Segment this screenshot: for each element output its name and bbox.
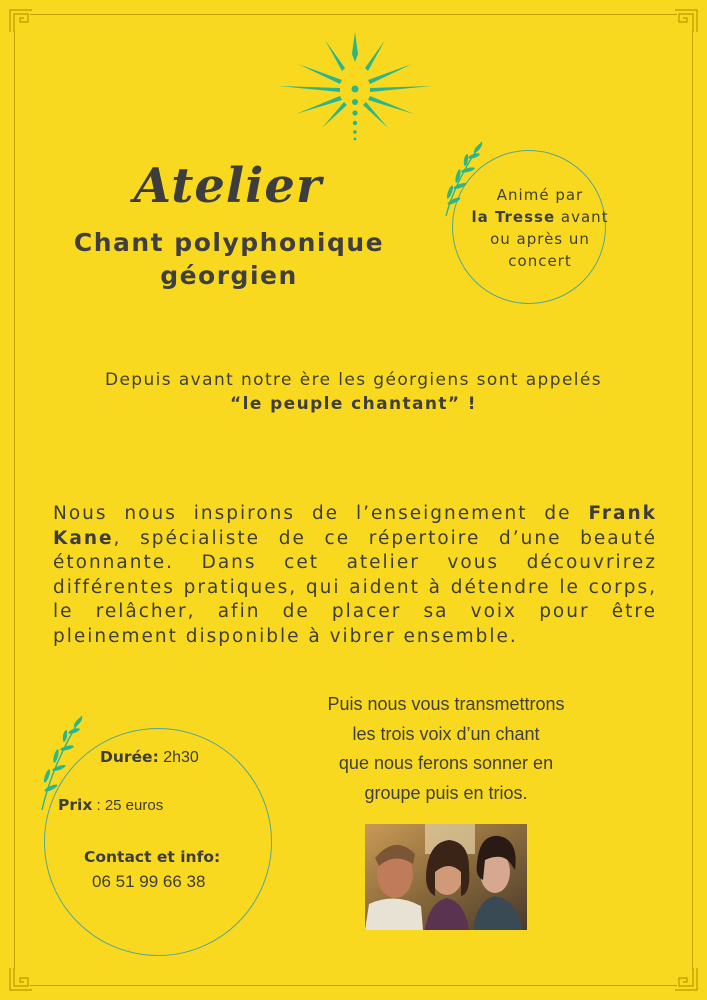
page-title: Atelier (133, 158, 323, 214)
badge-group-name: la Tresse (471, 208, 556, 226)
duration (100, 748, 199, 767)
transmission-line: Puis nous vous transmettrons (327, 694, 565, 714)
singers-photo-image (365, 824, 527, 930)
transmission-line: groupe puis en trios. (364, 782, 528, 803)
greek-key-corner-icon (8, 966, 34, 992)
duration-label: Durée: (100, 748, 159, 766)
badge-line (452, 206, 628, 228)
subtitle-line: Chant polyphonique (73, 228, 385, 257)
badge-after-name: avant (555, 208, 609, 226)
intro-quote: “le peuple chantant” ! (230, 394, 477, 414)
transmission-line: que nous ferons sonner en (338, 753, 554, 773)
price (58, 796, 163, 814)
greek-key-corner-icon (673, 966, 699, 992)
badge-line: ou après un (490, 230, 590, 248)
duration-value: 2h30 (158, 749, 199, 766)
singers-photo (365, 824, 527, 930)
frame-right (692, 30, 693, 970)
transmission-line: les trois voix d’un chant (352, 723, 540, 744)
paragraph-after: , spécialiste de ce répertoire d’une beauté étonnante. Dans cet atelier vous découvrirez différentes pratiques, qui aident à détendre le corps, le relâcher, afin de placer sa voix pour être pleinement disponible à vibrer ensemble. (53, 527, 657, 647)
badge-line: Animé par (496, 186, 584, 204)
subtitle-line: géorgien (160, 261, 298, 290)
paragraph-before: Nous nous inspirons de l’enseignement de (53, 503, 589, 524)
price-value: : 25 euros (92, 797, 164, 814)
greek-key-corner-icon (8, 8, 34, 34)
badge-line: concert (508, 252, 572, 270)
contact-label: Contact et info: (84, 848, 221, 866)
price-label: Prix (58, 796, 93, 814)
frame-bottom (30, 985, 677, 986)
subtitle (44, 226, 414, 292)
description-paragraph (53, 502, 657, 649)
frame-top (30, 14, 677, 15)
transmission-text (290, 690, 602, 808)
phone-number: 06 51 99 66 38 (92, 872, 206, 891)
intro-text (0, 368, 707, 416)
greek-key-corner-icon (673, 8, 699, 34)
badge-text (452, 184, 628, 272)
paragraph-name: Frank Kane (53, 503, 657, 549)
frame-left (14, 30, 15, 970)
sunburst-ornament-icon (270, 24, 440, 142)
intro-line: Depuis avant notre ère les géorgiens sont appelés (104, 370, 603, 390)
